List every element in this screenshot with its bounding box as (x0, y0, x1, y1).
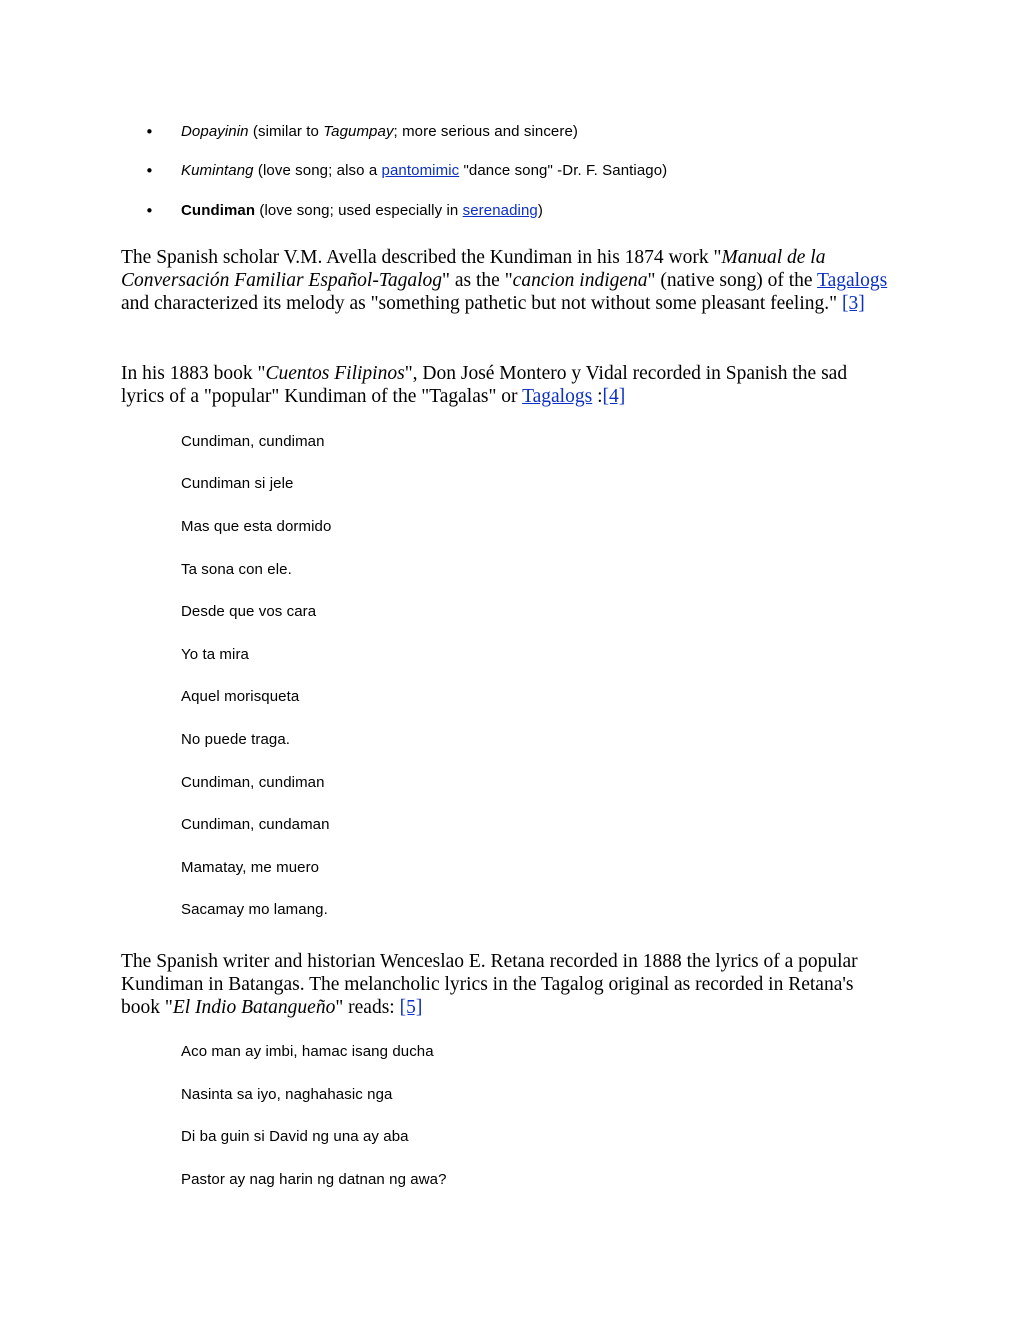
book-title: Manual de la Conversación Familiar Español-Tagalog (121, 247, 826, 291)
reference-link-5[interactable]: [5] (399, 997, 423, 1018)
tagalogs-link[interactable]: Tagalogs (522, 386, 593, 407)
verse-line: Mamatay, me muero (181, 859, 320, 876)
tagalogs-link[interactable]: Tagalogs (817, 270, 888, 291)
list-item-text (181, 160, 667, 182)
reference-link-3[interactable]: [3] (841, 293, 865, 314)
text: " reads: (335, 997, 400, 1018)
list-item (0, 200, 1024, 222)
serenading-link[interactable]: serenading (462, 202, 538, 219)
verse-line: Nasinta sa iyo, naghahasic nga (181, 1086, 393, 1103)
text: The Spanish scholar V.M. Avella described the Kundiman in his 1874 work " (121, 247, 722, 268)
text: : (592, 386, 603, 407)
verse-line: Cundiman, cundiman (181, 433, 325, 450)
text: and characterized its melody as "something pathetic but not without some pleasant feeling." (121, 293, 842, 314)
verse-line: Cundiman, cundiman (181, 774, 325, 791)
reference-link-4[interactable]: [4] (602, 386, 626, 407)
bullet-icon: • (145, 202, 154, 220)
list-text: (love song; also a (253, 162, 382, 179)
verse-line: Yo ta mira (181, 646, 249, 663)
bullet-icon: • (145, 123, 154, 141)
term-bold: Cundiman (181, 202, 256, 219)
list-item (0, 160, 1024, 182)
term-italic: Tagumpay (323, 123, 394, 140)
list-text: (similar to (248, 123, 324, 140)
verse-line: Cundiman, cundaman (181, 816, 330, 833)
text: ", Don José Montero y Vidal recorded in Spanish the sad lyrics of a "popular" Kundiman of the "Tagalas" or (121, 363, 848, 407)
verse-line: Cundiman si jele (181, 475, 294, 492)
term-italic: Kumintang (181, 162, 254, 179)
text: The Spanish writer and historian Wenceslao E. Retana recorded in 1888 the lyrics of a popular Kundiman in Batangas. The melancholic lyrics in the Tagalog original as recorded in Retana's book " (121, 951, 858, 1018)
pantomimic-link[interactable]: pantomimic (381, 162, 460, 179)
verse-line: Sacamay mo lamang. (181, 901, 328, 918)
list-text: ; more serious and sincere) (393, 123, 578, 140)
verse-line: No puede traga. (181, 731, 291, 748)
paragraph-montero (121, 362, 891, 408)
list-item (0, 121, 1024, 143)
paragraph-retana (121, 950, 891, 1019)
verse-line: Aco man ay imbi, hamac isang ducha (181, 1043, 434, 1060)
verse-line: Mas que esta dormido (181, 518, 332, 535)
list-text: (love song; used especially in (255, 202, 463, 219)
bullet-icon: • (145, 162, 154, 180)
book-title: El Indio Batangueño (172, 997, 336, 1018)
italic-term: cancion indigena (512, 270, 648, 291)
text: In his 1883 book " (121, 363, 266, 384)
paragraph-avella (121, 246, 891, 315)
text: " as the " (442, 270, 513, 291)
book-title: Cuentos Filipinos (265, 363, 405, 384)
term-italic: Dopayinin (181, 123, 249, 140)
verse-line: Pastor ay nag harin ng datnan ng awa? (181, 1171, 447, 1188)
verse-line: Desde que vos cara (181, 603, 317, 620)
verse-line: Di ba guin si David ng una ay aba (181, 1128, 409, 1145)
verse-line: Ta sona con ele. (181, 561, 292, 578)
list-text: ) (537, 202, 543, 219)
list-item-text (181, 121, 578, 143)
list-text: "dance song" -Dr. F. Santiago) (459, 162, 668, 179)
list-item-text (181, 200, 543, 222)
text: " (native song) of the (647, 270, 818, 291)
verse-line: Aquel morisqueta (181, 688, 300, 705)
